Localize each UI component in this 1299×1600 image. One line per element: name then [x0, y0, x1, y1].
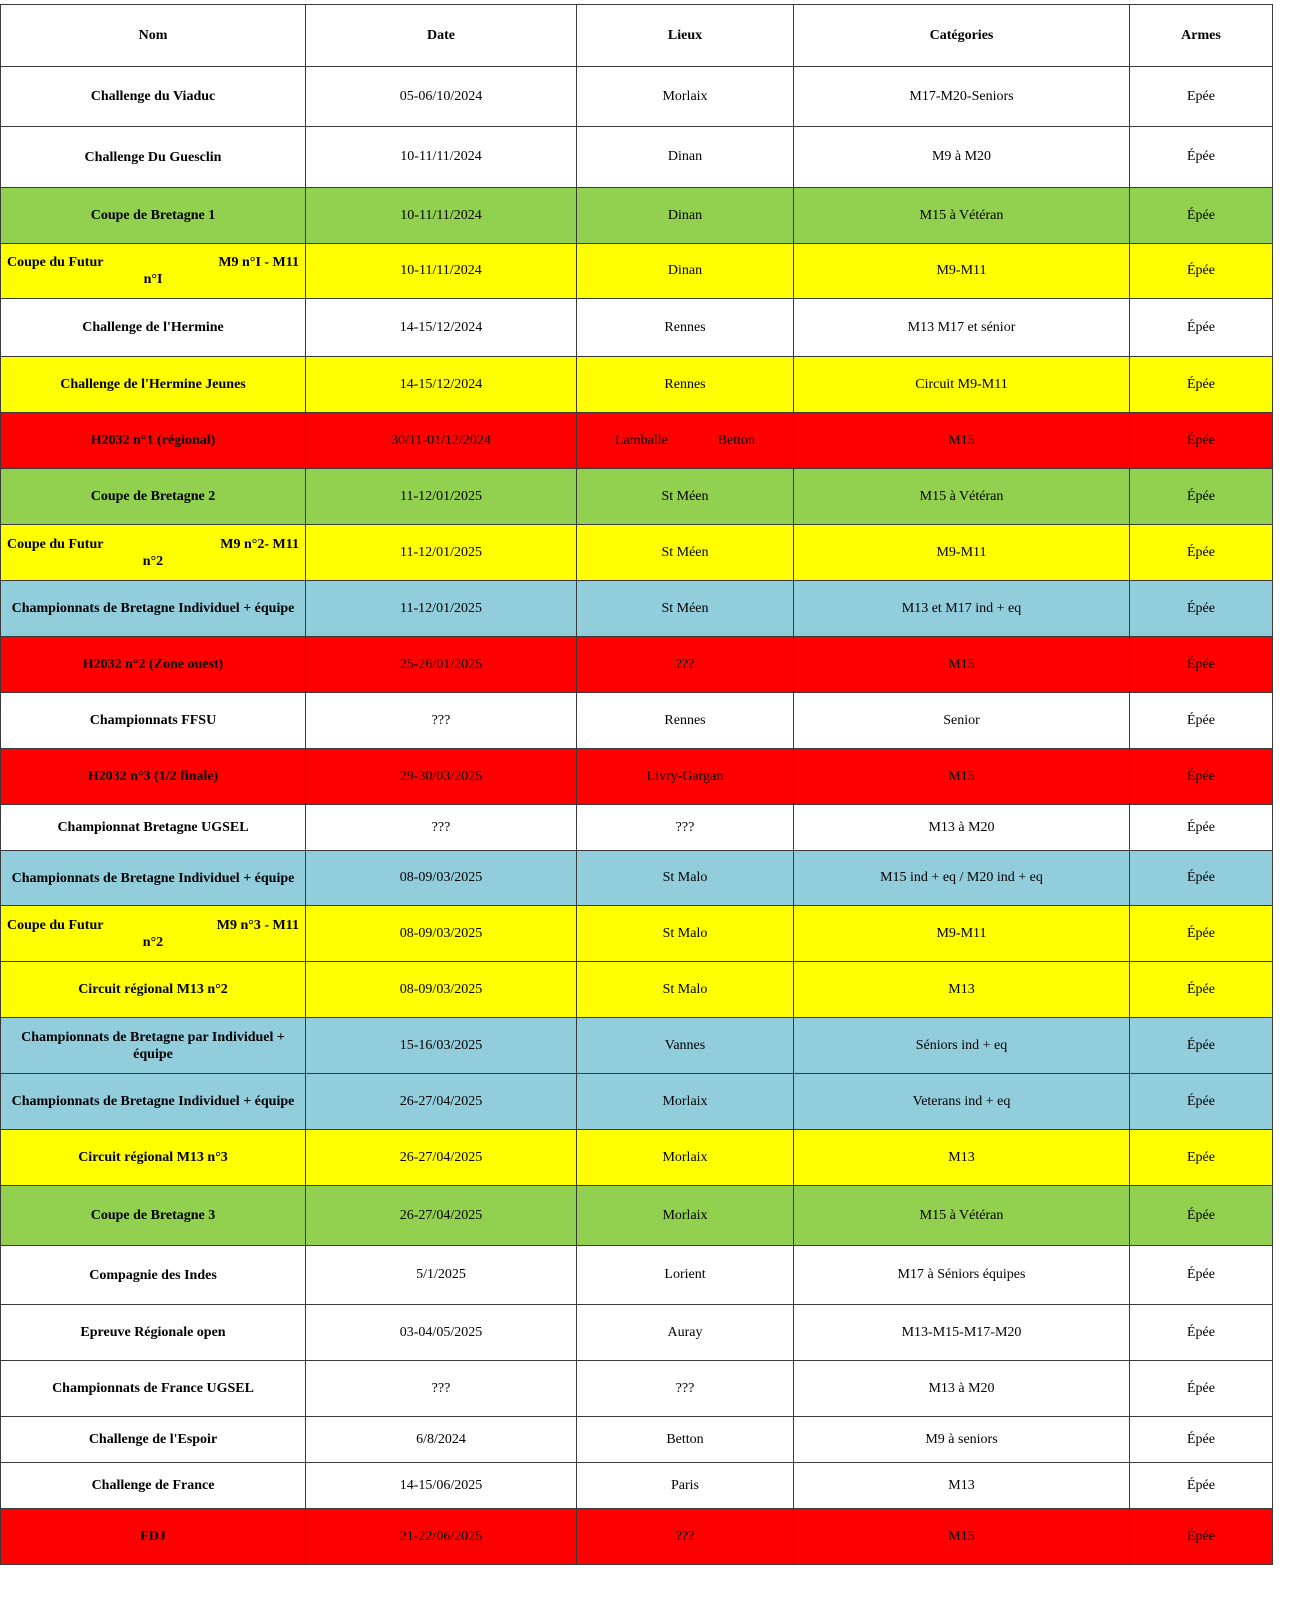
- cell-armes: Épée: [1130, 1186, 1273, 1246]
- cell-date: ???: [306, 693, 577, 749]
- cell-lieux: St Malo: [577, 962, 794, 1018]
- cell-lieux: [577, 413, 794, 469]
- cell-date: 08-09/03/2025: [306, 851, 577, 906]
- cell-date: 14-15/12/2024: [306, 299, 577, 357]
- event-calendar-sheet: [0, 4, 1272, 1565]
- cell-lieux: St Méen: [577, 469, 794, 525]
- cell-armes: Épée: [1130, 413, 1273, 469]
- table-row: [1, 962, 1273, 1018]
- cell-nom: Challenge de l'Hermine: [1, 299, 306, 357]
- cell-categories: M13 à M20: [794, 1361, 1130, 1417]
- cell-date: 6/8/2024: [306, 1417, 577, 1463]
- cell-lieux: Dinan: [577, 127, 794, 188]
- cell-categories: M15 ind + eq / M20 ind + eq: [794, 851, 1130, 906]
- cell-date: 03-04/05/2025: [306, 1305, 577, 1361]
- cell-categories: M13: [794, 1130, 1130, 1186]
- cell-armes: Épée: [1130, 1074, 1273, 1130]
- cell-armes: Épée: [1130, 749, 1273, 805]
- cell-lieux: ???: [577, 1361, 794, 1417]
- cell-categories: M9-M11: [794, 525, 1130, 581]
- cell-armes: Épée: [1130, 1305, 1273, 1361]
- cell-date: 26-27/04/2025: [306, 1130, 577, 1186]
- table-row: [1, 1361, 1273, 1417]
- event-name-part: M9 n°I - M11: [218, 255, 299, 270]
- cell-armes: Épée: [1130, 127, 1273, 188]
- table-row: [1, 1417, 1273, 1463]
- table-row: [1, 1018, 1273, 1074]
- table-row: [1, 127, 1273, 188]
- cell-nom: [1, 906, 306, 962]
- table-row: [1, 357, 1273, 413]
- cell-armes: Épée: [1130, 525, 1273, 581]
- cell-date: 11-12/01/2025: [306, 525, 577, 581]
- cell-lieux: Rennes: [577, 299, 794, 357]
- location-part: Lamballe: [615, 432, 668, 448]
- cell-categories: M15 à Vétéran: [794, 188, 1130, 244]
- table-row: [1, 299, 1273, 357]
- table-row: [1, 469, 1273, 525]
- cell-date: 30/11-01/12/2024: [306, 413, 577, 469]
- cell-date: 29-30/03/2025: [306, 749, 577, 805]
- table-row: [1, 188, 1273, 244]
- cell-armes: Épée: [1130, 906, 1273, 962]
- cell-date: ???: [306, 1361, 577, 1417]
- header-nom: Nom: [1, 5, 306, 67]
- cell-armes: Épée: [1130, 805, 1273, 851]
- cell-lieux: Livry-Gargan: [577, 749, 794, 805]
- cell-armes: Épée: [1130, 693, 1273, 749]
- event-name-part: n°I: [143, 272, 163, 287]
- cell-categories: M15 à Vétéran: [794, 469, 1130, 525]
- cell-armes: Épée: [1130, 469, 1273, 525]
- cell-date: 08-09/03/2025: [306, 962, 577, 1018]
- table-row: [1, 1305, 1273, 1361]
- cell-nom: Circuit régional M13 n°3: [1, 1130, 306, 1186]
- cell-date: 10-11/11/2024: [306, 127, 577, 188]
- cell-date: 14-15/12/2024: [306, 357, 577, 413]
- table-body: [1, 67, 1273, 1565]
- cell-date: 26-27/04/2025: [306, 1074, 577, 1130]
- cell-lieux: Rennes: [577, 693, 794, 749]
- cell-categories: M15: [794, 637, 1130, 693]
- table-row: [1, 1186, 1273, 1246]
- cell-lieux: Betton: [577, 1417, 794, 1463]
- cell-nom: Challenge de l'Hermine Jeunes: [1, 357, 306, 413]
- cell-armes: Épée: [1130, 299, 1273, 357]
- table-row: [1, 581, 1273, 637]
- cell-lieux: Morlaix: [577, 1186, 794, 1246]
- cell-lieux: ???: [577, 1509, 794, 1565]
- cell-armes: Épée: [1130, 637, 1273, 693]
- cell-armes: Épée: [1130, 962, 1273, 1018]
- header-row: [1, 5, 1273, 67]
- cell-nom: Championnats de Bretagne Individuel + équipe: [1, 1074, 306, 1130]
- table-row: [1, 805, 1273, 851]
- table-row: [1, 1246, 1273, 1305]
- cell-lieux: Morlaix: [577, 67, 794, 127]
- cell-nom: Compagnie des Indes: [1, 1246, 306, 1305]
- table-row: [1, 244, 1273, 299]
- table-row: [1, 1463, 1273, 1509]
- cell-date: 10-11/11/2024: [306, 244, 577, 299]
- cell-armes: Épée: [1130, 1246, 1273, 1305]
- cell-armes: Épée: [1130, 1509, 1273, 1565]
- cell-categories: M15: [794, 413, 1130, 469]
- cell-armes: Epée: [1130, 1130, 1273, 1186]
- cell-lieux: Rennes: [577, 357, 794, 413]
- table-row: [1, 1509, 1273, 1565]
- table-row: [1, 1074, 1273, 1130]
- cell-nom: Championnats de Bretagne Individuel + équipe: [1, 581, 306, 637]
- cell-nom: Championnat Bretagne UGSEL: [1, 805, 306, 851]
- cell-nom: H2032 n°1 (régional): [1, 413, 306, 469]
- cell-date: 10-11/11/2024: [306, 188, 577, 244]
- cell-lieux: Auray: [577, 1305, 794, 1361]
- table-row: [1, 413, 1273, 469]
- cell-lieux: Lorient: [577, 1246, 794, 1305]
- cell-nom: FDJ: [1, 1509, 306, 1565]
- cell-lieux: St Malo: [577, 906, 794, 962]
- cell-categories: M17 à Séniors équipes: [794, 1246, 1130, 1305]
- cell-lieux: Dinan: [577, 188, 794, 244]
- cell-armes: Épée: [1130, 244, 1273, 299]
- cell-lieux: Morlaix: [577, 1074, 794, 1130]
- cell-categories: M13: [794, 1463, 1130, 1509]
- cell-date: 11-12/01/2025: [306, 469, 577, 525]
- cell-categories: M13 M17 et sénior: [794, 299, 1130, 357]
- table-row: [1, 637, 1273, 693]
- location-part: Betton: [717, 432, 755, 448]
- cell-date: 11-12/01/2025: [306, 581, 577, 637]
- cell-armes: Épée: [1130, 851, 1273, 906]
- event-name-part: Coupe du Futur: [7, 536, 104, 552]
- cell-nom: [1, 525, 306, 581]
- cell-categories: M15: [794, 749, 1130, 805]
- cell-nom: Coupe de Bretagne 3: [1, 1186, 306, 1246]
- cell-lieux: Vannes: [577, 1018, 794, 1074]
- event-name-part: M9 n°2- M11: [220, 536, 299, 552]
- cell-date: 15-16/03/2025: [306, 1018, 577, 1074]
- event-name-part: Coupe du Futur: [7, 917, 104, 933]
- cell-categories: Veterans ind + eq: [794, 1074, 1130, 1130]
- cell-nom: Championnats de Bretagne Individuel + équipe: [1, 851, 306, 906]
- cell-nom: [1, 244, 306, 299]
- cell-categories: M13 à M20: [794, 805, 1130, 851]
- cell-armes: Épée: [1130, 1018, 1273, 1074]
- table-row: [1, 749, 1273, 805]
- event-name-part: Coupe du Futur: [7, 255, 104, 270]
- cell-categories: M9 à seniors: [794, 1417, 1130, 1463]
- cell-categories: Senior: [794, 693, 1130, 749]
- cell-lieux: St Malo: [577, 851, 794, 906]
- cell-lieux: St Méen: [577, 581, 794, 637]
- cell-nom: Challenge Du Guesclin: [1, 127, 306, 188]
- header-categories: Catégories: [794, 5, 1130, 67]
- event-name-part: n°2: [142, 553, 164, 569]
- cell-categories: M13: [794, 962, 1130, 1018]
- cell-categories: M13-M15-M17-M20: [794, 1305, 1130, 1361]
- table-row: [1, 693, 1273, 749]
- event-name-part: n°2: [142, 934, 164, 950]
- cell-nom: Coupe de Bretagne 2: [1, 469, 306, 525]
- cell-date: 05-06/10/2024: [306, 67, 577, 127]
- cell-lieux: Dinan: [577, 244, 794, 299]
- cell-categories: M15 à Vétéran: [794, 1186, 1130, 1246]
- cell-lieux: Paris: [577, 1463, 794, 1509]
- cell-categories: M9-M11: [794, 906, 1130, 962]
- cell-nom: Championnats de France UGSEL: [1, 1361, 306, 1417]
- cell-categories: Circuit M9-M11: [794, 357, 1130, 413]
- cell-categories: M9 à M20: [794, 127, 1130, 188]
- header-armes: Armes: [1130, 5, 1273, 67]
- event-name-part: M9 n°3 - M11: [216, 917, 299, 933]
- cell-date: 25-26/01/2025: [306, 637, 577, 693]
- table-row: [1, 525, 1273, 581]
- cell-date: 14-15/06/2025: [306, 1463, 577, 1509]
- cell-nom: Coupe de Bretagne 1: [1, 188, 306, 244]
- cell-lieux: ???: [577, 805, 794, 851]
- cell-categories: M13 et M17 ind + eq: [794, 581, 1130, 637]
- table-row: [1, 906, 1273, 962]
- header-lieux: Lieux: [577, 5, 794, 67]
- event-table: [0, 4, 1273, 1565]
- cell-lieux: Morlaix: [577, 1130, 794, 1186]
- cell-nom: Challenge de France: [1, 1463, 306, 1509]
- cell-date: 5/1/2025: [306, 1246, 577, 1305]
- table-row: [1, 851, 1273, 906]
- cell-date: 21-22/06/2025: [306, 1509, 577, 1565]
- cell-categories: M15: [794, 1509, 1130, 1565]
- cell-nom: Championnats FFSU: [1, 693, 306, 749]
- cell-armes: Épée: [1130, 581, 1273, 637]
- cell-categories: M17-M20-Seniors: [794, 67, 1130, 127]
- cell-nom: H2032 n°2 (Zone ouest): [1, 637, 306, 693]
- cell-date: 26-27/04/2025: [306, 1186, 577, 1246]
- cell-armes: Épée: [1130, 357, 1273, 413]
- cell-armes: Epée: [1130, 67, 1273, 127]
- cell-nom: Championnats de Bretagne par Individuel + équipe: [1, 1018, 306, 1074]
- cell-armes: Épée: [1130, 1417, 1273, 1463]
- cell-lieux: ???: [577, 637, 794, 693]
- cell-nom: Challenge du Viaduc: [1, 67, 306, 127]
- cell-categories: Séniors ind + eq: [794, 1018, 1130, 1074]
- cell-armes: Épée: [1130, 1463, 1273, 1509]
- cell-armes: Épée: [1130, 1361, 1273, 1417]
- cell-armes: Épée: [1130, 188, 1273, 244]
- cell-date: ???: [306, 805, 577, 851]
- cell-lieux: St Méen: [577, 525, 794, 581]
- cell-categories: M9-M11: [794, 244, 1130, 299]
- cell-nom: H2032 n°3 (1/2 finale): [1, 749, 306, 805]
- table-row: [1, 67, 1273, 127]
- cell-date: 08-09/03/2025: [306, 906, 577, 962]
- header-date: Date: [306, 5, 577, 67]
- cell-nom: Challenge de l'Espoir: [1, 1417, 306, 1463]
- cell-nom: Circuit régional M13 n°2: [1, 962, 306, 1018]
- table-row: [1, 1130, 1273, 1186]
- cell-nom: Epreuve Régionale open: [1, 1305, 306, 1361]
